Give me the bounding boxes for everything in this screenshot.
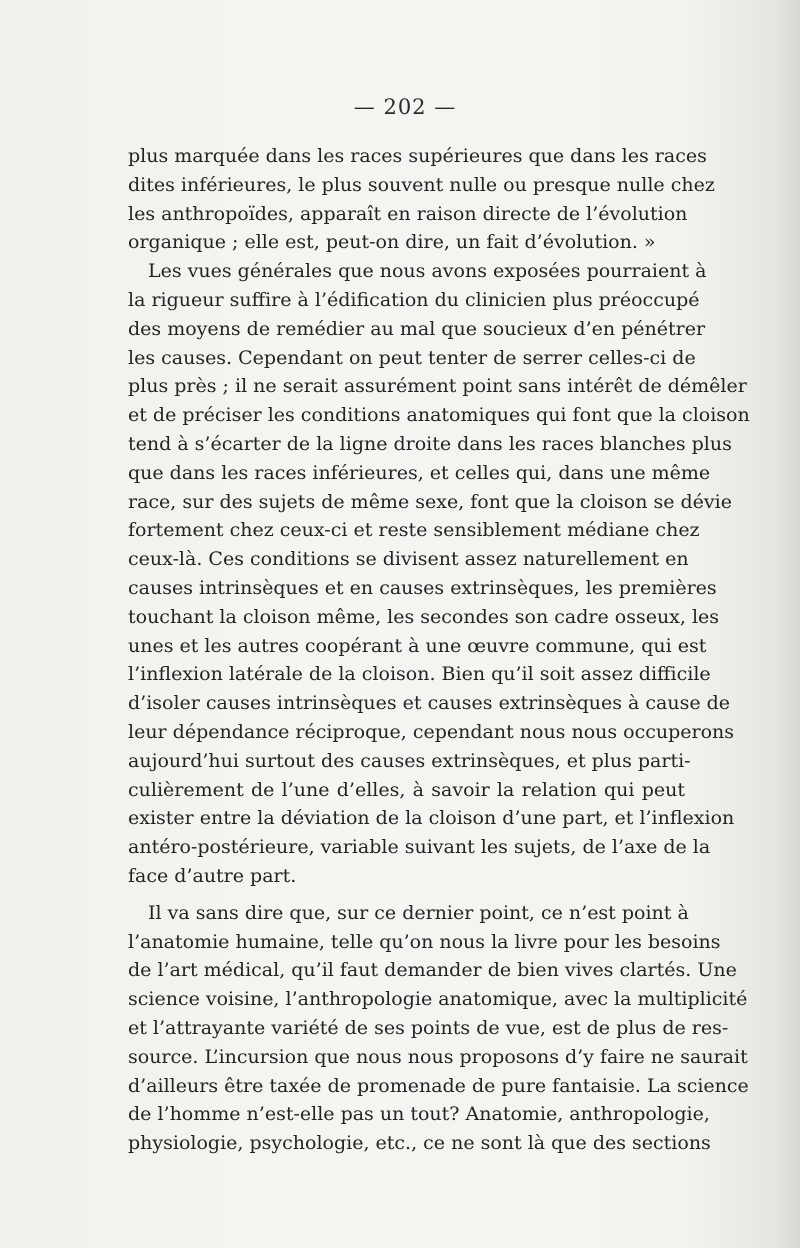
text-line: touchant la cloison même, les secondes son cadre osseux, les (128, 605, 720, 628)
text-line: fortement chez ceux-ci et reste sensiblement médiane chez (128, 519, 700, 542)
text-line: unes et les autres coopérant à une œuvre commune, qui est (128, 634, 707, 657)
text-line: d’isoler causes intrinsèques et causes extrinsèques à cause de (128, 692, 731, 715)
text-line: causes intrinsèques et en causes extrinsèques, les premières (128, 576, 717, 599)
paragraph (128, 257, 750, 891)
text-line: dites inférieures, le plus souvent nulle ou presque nulle chez (128, 173, 715, 196)
text-line: les causes. Cependant on peut tenter de serrer celles-ci de (128, 346, 696, 369)
text-line: tend à s’écarter de la ligne droite dans les races blanches plus (128, 432, 732, 455)
text-line: Il va sans dire que, sur ce dernier point, ce n’est point à (148, 901, 689, 924)
text-line: physiologie, psychologie, etc., ce ne sont là que des sections (128, 1132, 711, 1155)
text-line: face d’autre part. (128, 864, 297, 887)
page-number: — 202 — (353, 95, 457, 119)
text-line: l’anatomie humaine, telle qu’on nous la livre pour les besoins (128, 930, 721, 953)
text-line: la rigueur suffire à l’édification du clinicien plus préoccupé (128, 288, 700, 311)
text-line: aujourd’hui surtout des causes extrinsèques, et plus parti- (128, 749, 691, 772)
text-line: leur dépendance réciproque, cependant nous nous occuperons (128, 720, 735, 743)
text-line: organique ; elle est, peut-on dire, un fait d’évolution. » (128, 231, 656, 254)
text-line: race, sur des sujets de même sexe, font que la cloison se dévie (128, 490, 732, 513)
text-line: l’inflexion latérale de la cloison. Bien qu’il soit assez difficile (128, 663, 711, 686)
text-line: plus marquée dans les races supérieures que dans les races (128, 145, 707, 167)
body-text (128, 142, 750, 1158)
text-line: Les vues générales que nous avons exposées pourraient à (148, 260, 707, 283)
text-line: ceux-là. Ces conditions se divisent assez naturellement en (128, 548, 689, 571)
text-line: antéro-postérieure, variable suivant les sujets, de l’axe de la (128, 836, 711, 859)
text-line: exister entre la déviation de la cloison d’une part, et l’inflexion (128, 807, 735, 830)
text-line: science voisine, l’anthropologie anatomique, avec la multiplicité (128, 988, 748, 1011)
text-line: et l’attrayante variété de ses points de vue, est de plus de res- (128, 1016, 729, 1039)
text-line: culièrement de l’une d’elles, à savoir la relation qui peut (128, 778, 685, 801)
text-line: de l’art médical, qu’il faut demander de bien vives clartés. Une (128, 959, 737, 982)
text-line: que dans les races inférieures, et celles qui, dans une même (128, 461, 711, 484)
text-line: des moyens de remédier au mal que soucieux d’en pénétrer (128, 317, 706, 340)
text-line: source. L’incursion que nous nous proposons d’y faire ne saurait (128, 1045, 748, 1068)
text-line: les anthropoïdes, apparaît en raison directe de l’évolution (128, 202, 688, 225)
text-line: de l’homme n’est-elle pas un tout? Anatomie, anthropologie, (128, 1103, 710, 1126)
text-line: d’ailleurs être taxée de promenade de pure fantaisie. La science (128, 1074, 749, 1097)
text-line: et de préciser les conditions anatomiques qui font que la cloison (128, 404, 750, 427)
paragraph (128, 142, 715, 257)
text-line: plus près ; il ne serait assurément point sans intérêt de démêler (128, 375, 747, 398)
paragraph (128, 899, 749, 1158)
